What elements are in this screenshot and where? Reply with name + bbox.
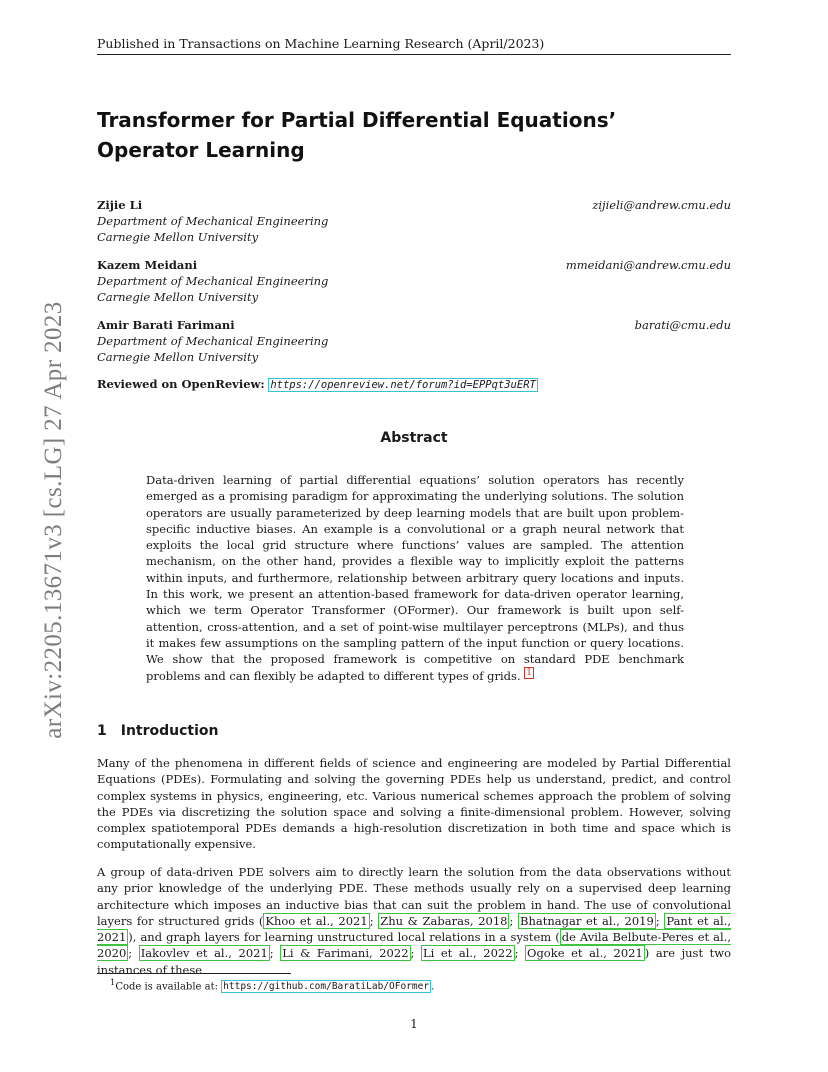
citation-link[interactable]: Li et al., 2022 [422, 946, 513, 961]
citation-link[interactable]: Pant et al., 2021 [97, 913, 732, 945]
citation-link[interactable]: Li & Farimani, 2022 [282, 946, 409, 961]
author-name: Zijie Li [97, 198, 143, 212]
citation-link[interactable]: de Avila Belbute-Peres et al., 2020 [97, 930, 731, 961]
abstract-heading: Abstract [380, 430, 448, 446]
openreview-link[interactable]: https://openreview.net/forum?id=EPPqt3uERT [270, 379, 536, 391]
para-text: A group of data-driven PDE solvers aim to directly learn the solution from the data observations without any prior knowledge of the underlying PDE. These methods usually rely on a supervised deep learning architecture which imposes an inductive bias that can suit the problem in hand. The use of convolutional layers for structured grids ( [97, 865, 731, 928]
intro-paragraph-1: Many of the phenomena in different fields of science and engineering are modeled by Partial Differential Equations (PDEs). Formulating and solving the governing PDEs help us understand, predict, and control complex systems in physics, engineering, etc. Various numerical schemes approach the problem of solving the PDEs via discretizing the solution space and solving a finite-dimensional problem. However, solving complex spatiotemporal PDEs demands a high-resolution discretization in both time and space which is computationally expensive. [97, 756, 731, 852]
author-name: Amir Barati Farimani [97, 318, 235, 332]
intro-paragraph-2: A group of data-driven PDE solvers aim to directly learn the solution from the data observations without any prior knowledge of the underlying PDE. These methods usually rely on a supervised deep learning architecture which imposes an inductive bias that can suit the problem in hand. The use of convolutional layers for structured grids ( Khoo et al., 2021 ; Zhu & Zabaras, 2018 ; Bhatnagar et al., 2019 ; Pant et al., 2021 ), and graph layers for learning unstructured local relations in a system ( de Avila Belbute-Peres et al., 2020 ; Iakovlev et al., 2021 ; Li & Farimani, 2022 ; Li et al., 2022 ; Ogoke et al., 2021 ) are just two instances of these [97, 865, 732, 977]
author-department: Department of Mechanical Engineering [97, 334, 329, 348]
author-block [97, 317, 731, 365]
footnote-link[interactable]: 1 [526, 667, 532, 678]
review-line [97, 377, 538, 391]
author-university: Carnegie Mellon University [97, 350, 259, 364]
page-number: 1 [410, 1017, 418, 1031]
author-department: Department of Mechanical Engineering [97, 274, 329, 288]
author-name: Kazem Meidani [97, 258, 198, 272]
para-text: ), and graph layers for learning unstructured local relations in a system ( [128, 930, 560, 945]
footnote: $^1$Code is available at: https://github.com/BaratiLab/OFormer . [110, 977, 435, 993]
arxiv-stamp: arXiv:2205.13671v3 [cs.LG] 27 Apr 2023 [40, 301, 67, 739]
para-text: ) are just two instances of these [97, 946, 732, 977]
section-title: Introduction [120, 723, 219, 739]
paper-title: Transformer for Partial Differential Equations’ Operator Learning [97, 108, 617, 162]
author-block [97, 197, 731, 245]
author-block [97, 257, 731, 305]
author-university: Carnegie Mellon University [97, 230, 259, 244]
footnote-rule [97, 973, 291, 974]
code-link[interactable]: https://github.com/BaratiLab/OFormer [223, 981, 430, 993]
review-label: Reviewed on OpenReview: [97, 377, 265, 391]
abstract-body [146, 472, 684, 684]
citation-link[interactable]: Bhatnagar et al., 2019 [520, 913, 654, 928]
author-university: Carnegie Mellon University [97, 290, 259, 304]
citation-link[interactable]: Zhu & Zabaras, 2018 [380, 913, 508, 928]
author-email[interactable]: barati@cmu.edu [634, 318, 731, 332]
abstract-text: Data-driven learning of partial differential equations’ solution operators has recently emerged as a promising paradigm for approximating the underlying solutions. The solution operators are usually parameterized by deep learning models that are built upon problem-specific inductive biases. An example is a convolutional or a graph neural network that exploits the local grid structure where functions’ values are sampled. The attention mechanism, on the other hand, provides a flexible way to implicitly exploit the patterns within inputs, and furthermore, relationship between arbitrary query locations and inputs. In this work, we present an attention-based framework for data-driven operator learning, which we term Operator Transformer (OFormer). Our framework is built upon self-attention, cross-attention, and a set of point-wise multilayer perceptrons (MLPs), and thus it makes few assumptions on the sampling pattern of the input function or query locations. We show that the proposed framework is competitive on standard PDE benchmark problems and can flexibly be adapted to different types of grids. [146, 473, 684, 683]
citation-link[interactable]: Iakovlev et al., 2021 [140, 946, 268, 961]
author-department: Department of Mechanical Engineering [97, 214, 329, 228]
section-heading [97, 723, 219, 739]
author-email[interactable]: zijieli@andrew.cmu.edu [592, 198, 731, 212]
citation-link[interactable]: Ogoke et al., 2021 [527, 946, 643, 961]
footnote-number: 1 [110, 977, 116, 987]
running-head: Published in Transactions on Machine Learning Research (April/2023) [97, 36, 731, 55]
author-email[interactable]: mmeidani@andrew.cmu.edu [565, 258, 731, 272]
section-number: 1 [97, 723, 107, 739]
footnote-text: Code is available at: [115, 981, 218, 993]
citation-link[interactable]: Khoo et al., 2021 [265, 913, 368, 928]
